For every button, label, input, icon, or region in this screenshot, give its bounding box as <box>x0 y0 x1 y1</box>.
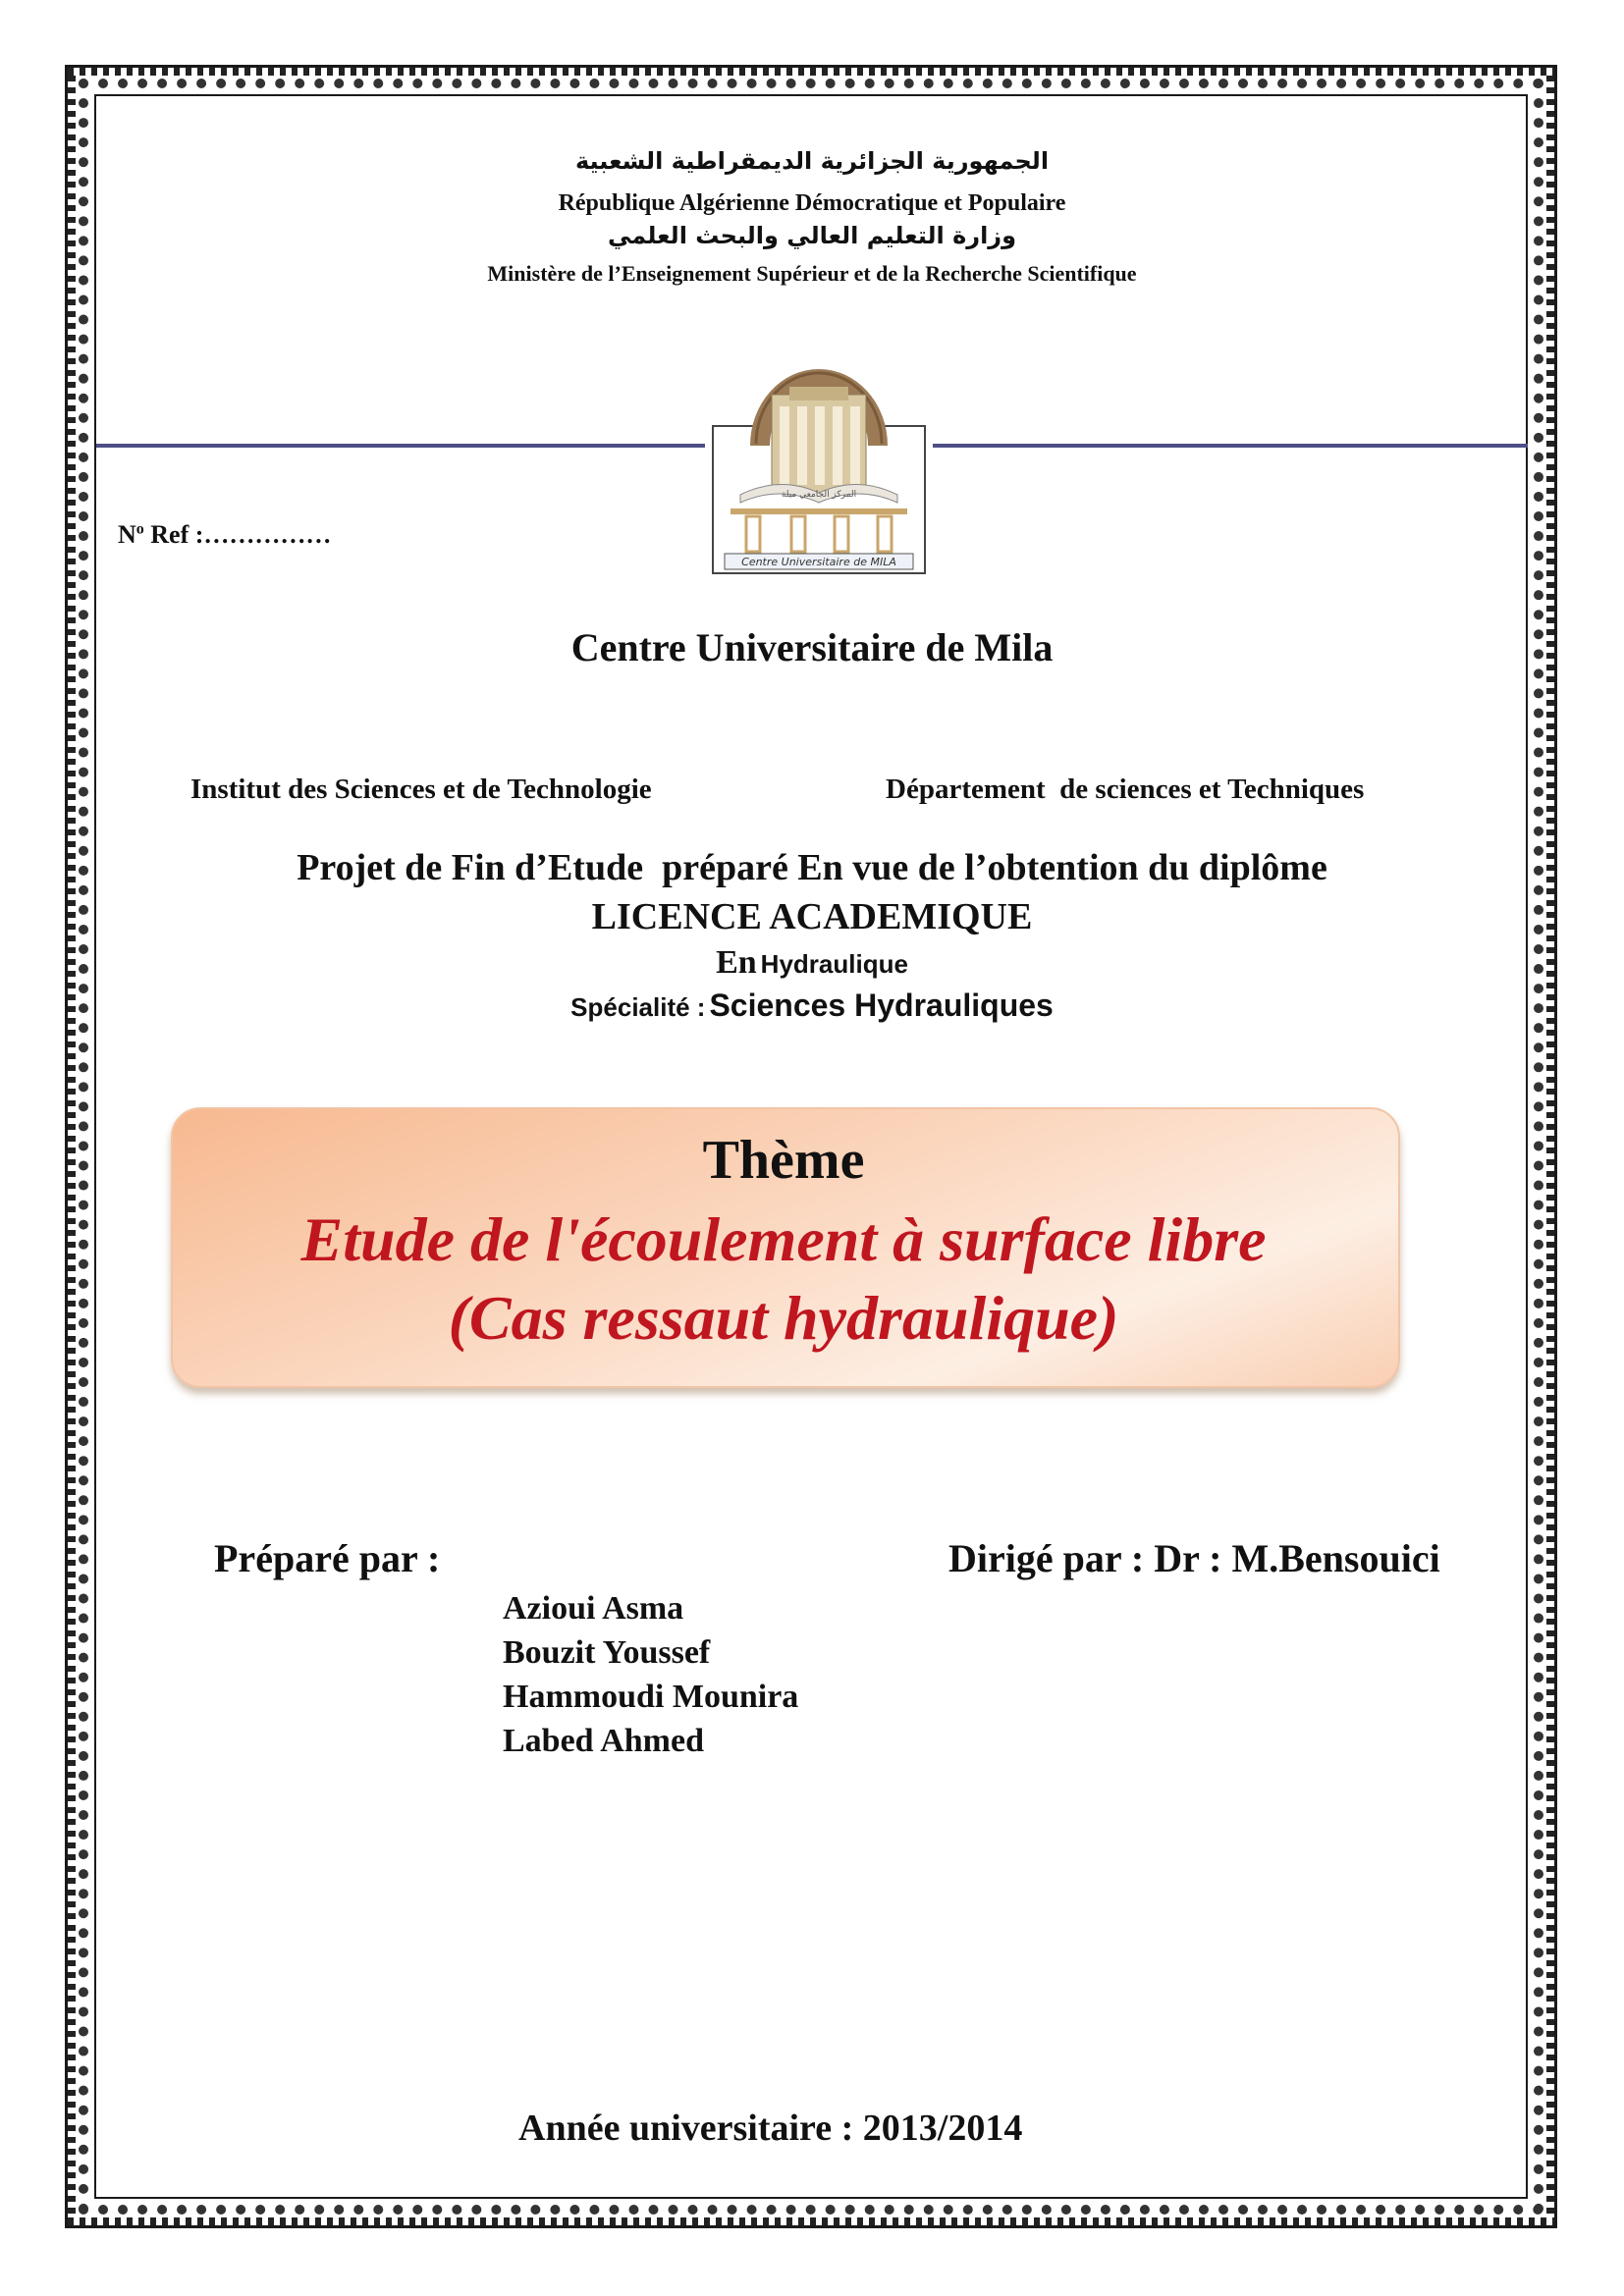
student-name: Labed Ahmed <box>503 1723 704 1759</box>
en-label: En <box>716 944 757 981</box>
header-rule-left <box>96 444 705 448</box>
prepared-by-label: Préparé par : <box>214 1536 441 1580</box>
theme-heading: Thème <box>702 1130 865 1191</box>
arabic-ministry-heading: وزارة التعليم العالي والبحث العلمي <box>607 222 1017 249</box>
logo-caption: Centre Universitaire de MILA <box>741 556 896 568</box>
supervisor: Dirigé par : Dr : M.Bensouici <box>948 1536 1440 1580</box>
specialty-name: Sciences Hydrauliques <box>709 988 1054 1023</box>
ministry-heading: Ministère de l’Enseignement Supérieur et de la Recherche Scientifique <box>487 261 1137 286</box>
specialty-line <box>0 988 1624 1024</box>
thesis-title-line1: Etude de l'écoulement à surface libre <box>300 1204 1267 1274</box>
student-name: Azioui Asma <box>503 1590 684 1627</box>
academic-year: Année universitaire : 2013/2014 <box>518 2108 1023 2149</box>
reference-number <box>118 520 331 550</box>
university-logo <box>711 338 927 575</box>
field-name: Hydraulique <box>760 949 908 979</box>
degree-title: LICENCE ACADEMIQUE <box>591 896 1033 937</box>
field-line <box>0 944 1624 982</box>
student-name: Bouzit Youssef <box>503 1634 711 1671</box>
institute-name: Institut des Sciences et de Technologie <box>190 774 652 805</box>
specialty-label: Spécialité : <box>570 992 706 1022</box>
logo-arabic-caption: المركز الجامعي ميلة <box>781 490 857 500</box>
institution-name: Centre Universitaire de Mila <box>570 625 1054 669</box>
department-name: Département de sciences et Techniques <box>886 774 1365 805</box>
arabic-republic-heading: الجمهورية الجزائرية الديمقراطية الشعبية <box>574 147 1050 175</box>
university-logo-graphic <box>711 338 927 575</box>
ref-label: Ref :…………… <box>143 520 332 549</box>
student-name: Hammoudi Mounira <box>503 1679 799 1715</box>
student-list <box>503 1586 798 1763</box>
project-description: Projet de Fin d’Etude préparé En vue de l’obtention du diplôme <box>297 847 1327 888</box>
header-rule-right <box>933 444 1528 448</box>
thesis-title-line2: (Cas ressaut hydraulique) <box>448 1283 1119 1353</box>
ref-sup: o <box>135 520 144 538</box>
ref-prefix: N <box>118 520 136 549</box>
republic-heading: République Algérienne Démocratique et Populaire <box>558 190 1066 216</box>
